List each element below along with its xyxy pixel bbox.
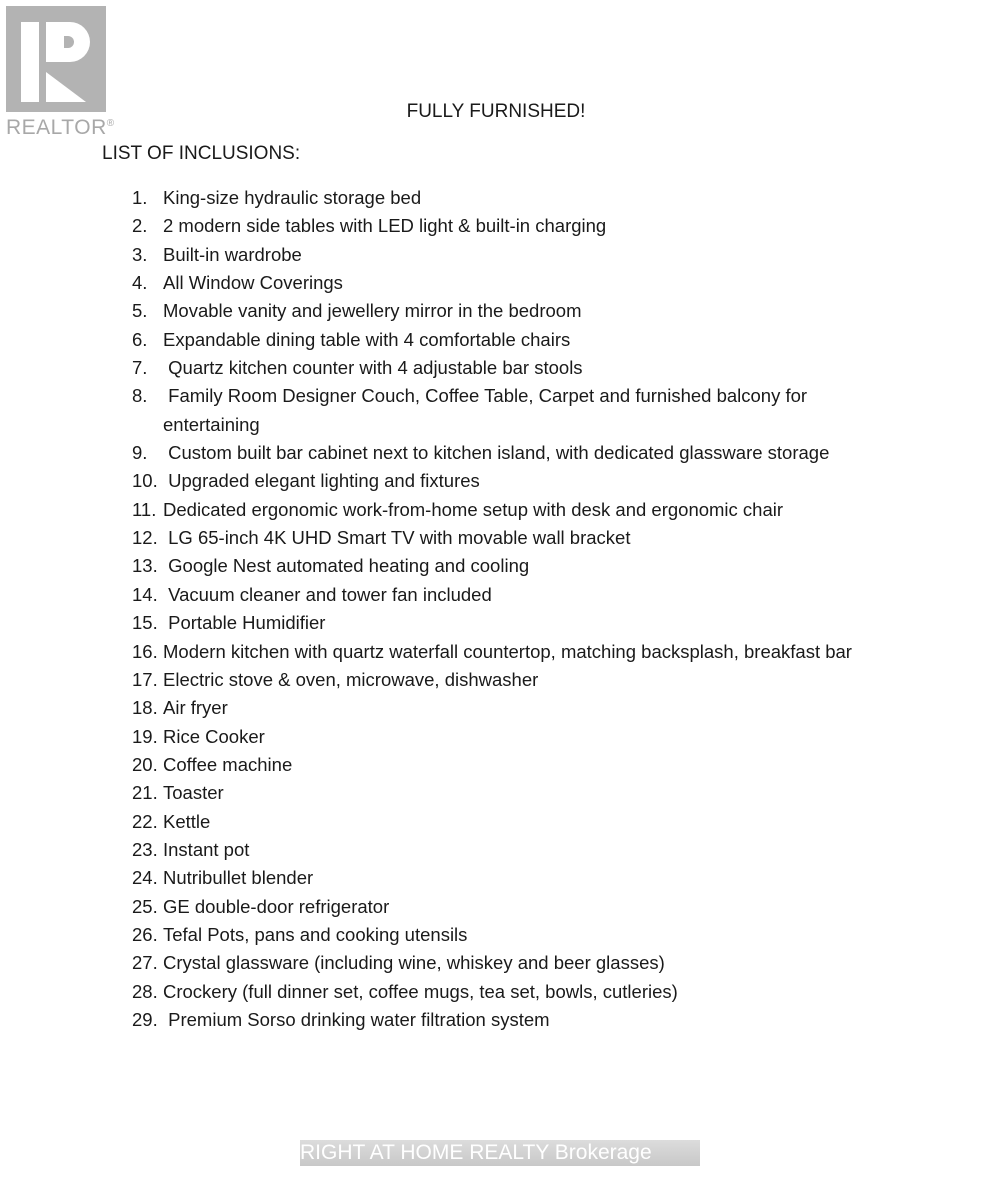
item-text: Expandable dining table with 4 comfortable chairs <box>163 328 571 350</box>
item-text: Coffee machine <box>163 753 293 775</box>
list-item <box>132 893 892 921</box>
item-text: Crystal glassware (including wine, whiskey and beer glasses) <box>163 952 665 974</box>
item-text: LG 65-inch 4K UHD Smart TV with movable wall bracket <box>163 527 631 549</box>
item-text: GE double-door refrigerator <box>163 895 390 917</box>
item-number: 7. <box>132 357 148 379</box>
item-number: 3. <box>132 243 148 265</box>
item-text: Custom built bar cabinet next to kitchen island, with dedicated glassware storage <box>163 442 830 464</box>
item-text: 2 modern side tables with LED light & built-in charging <box>163 215 607 237</box>
item-number: 18. <box>132 697 158 719</box>
item-number: 27. <box>132 952 158 974</box>
page-title: FULLY FURNISHED! <box>406 101 586 122</box>
list-item <box>132 581 892 609</box>
item-number: 17. <box>132 668 158 690</box>
item-text: Tefal Pots, pans and cooking utensils <box>163 923 468 945</box>
item-text: Nutribullet blender <box>163 867 314 889</box>
item-number: 23. <box>132 838 158 860</box>
list-item <box>132 723 892 751</box>
list-item <box>132 864 892 892</box>
inclusions-list <box>132 184 892 1034</box>
item-number: 10. <box>132 470 158 492</box>
brokerage-watermark: RIGHT AT HOME REALTY Brokerage <box>300 1140 700 1166</box>
item-number: 22. <box>132 810 158 832</box>
item-number: 20. <box>132 753 158 775</box>
item-number: 12. <box>132 527 158 549</box>
list-item <box>132 382 892 439</box>
item-number: 5. <box>132 300 148 322</box>
list-item <box>132 609 892 637</box>
item-number: 13. <box>132 555 158 577</box>
item-text: Premium Sorso drinking water filtration system <box>163 1008 550 1030</box>
item-number: 29. <box>132 1008 158 1030</box>
item-text: Rice Cooker <box>163 725 265 747</box>
list-item <box>132 241 892 269</box>
item-text: Kettle <box>163 810 211 832</box>
item-number: 15. <box>132 612 158 634</box>
item-text: Built-in wardrobe <box>163 243 302 265</box>
list-item <box>132 439 892 467</box>
list-heading: LIST OF INCLUSIONS: <box>102 143 301 164</box>
item-number: 24. <box>132 867 158 889</box>
list-item <box>132 326 892 354</box>
list-item <box>132 694 892 722</box>
item-number: 8. <box>132 385 148 407</box>
list-item <box>132 779 892 807</box>
item-number: 19. <box>132 725 158 747</box>
item-text: Upgraded elegant lighting and fixtures <box>163 470 480 492</box>
item-number: 28. <box>132 980 158 1002</box>
list-item <box>132 269 892 297</box>
item-number: 2. <box>132 215 148 237</box>
list-item <box>132 949 892 977</box>
list-item <box>132 496 892 524</box>
list-item <box>132 552 892 580</box>
list-item <box>132 184 892 212</box>
list-item <box>132 212 892 240</box>
list-item <box>132 297 892 325</box>
realtor-r-icon <box>6 6 106 112</box>
item-text: Air fryer <box>163 697 228 719</box>
list-item <box>132 808 892 836</box>
item-text: Quartz kitchen counter with 4 adjustable bar stools <box>163 357 583 379</box>
list-item <box>132 354 892 382</box>
item-text: Google Nest automated heating and cooling <box>163 555 530 577</box>
list-item <box>132 836 892 864</box>
item-number: 26. <box>132 923 158 945</box>
item-number: 1. <box>132 187 148 208</box>
list-item <box>132 524 892 552</box>
item-text: Dedicated ergonomic work-from-home setup with desk and ergonomic chair <box>163 498 784 520</box>
list-item <box>132 1006 892 1034</box>
item-text: All Window Coverings <box>163 272 343 294</box>
item-number: 11. <box>132 498 157 520</box>
item-text: Movable vanity and jewellery mirror in the bedroom <box>163 300 582 322</box>
item-text: Toaster <box>163 782 224 804</box>
item-text: Modern kitchen with quartz waterfall countertop, matching backsplash, breakfast bar <box>163 640 852 662</box>
list-item <box>132 921 892 949</box>
item-number: 16. <box>132 640 158 662</box>
item-number: 9. <box>132 442 148 464</box>
item-text: Crockery (full dinner set, coffee mugs, tea set, bowls, cutleries) <box>163 980 678 1002</box>
item-text: Portable Humidifier <box>163 612 326 634</box>
item-number: 25. <box>132 895 158 917</box>
item-number: 14. <box>132 583 158 605</box>
list-item <box>132 666 892 694</box>
item-text: Vacuum cleaner and tower fan included <box>163 583 492 605</box>
list-item <box>132 978 892 1006</box>
realtor-wordmark: REALTOR® <box>6 116 115 139</box>
item-number: 21. <box>132 782 158 804</box>
realtor-logo <box>6 6 115 139</box>
list-item <box>132 751 892 779</box>
item-number: 6. <box>132 328 148 350</box>
item-text: King-size hydraulic storage bed <box>163 187 422 208</box>
item-number: 4. <box>132 272 148 294</box>
item-text: Instant pot <box>163 838 250 860</box>
list-item <box>132 638 892 666</box>
item-text: Family Room Designer Couch, Coffee Table, Carpet and furnished balcony for entertaining <box>163 385 813 435</box>
item-text: Electric stove & oven, microwave, dishwasher <box>163 668 539 690</box>
list-item <box>132 467 892 495</box>
